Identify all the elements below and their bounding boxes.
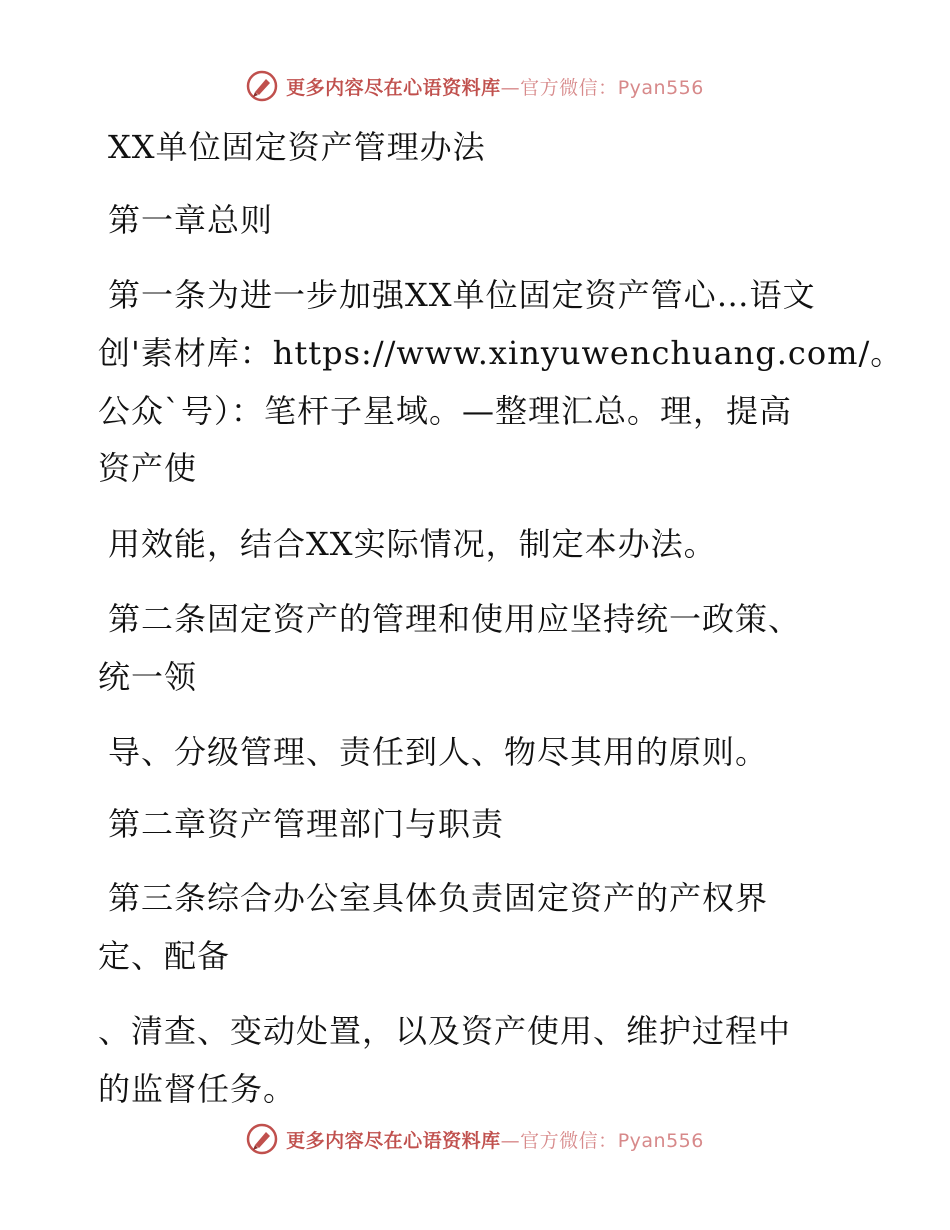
paragraph-line: 第三条综合办公室具体负责固定资产的产权界 <box>108 879 769 917</box>
paragraph-line: 公众`号）：笔杆子星域。—整理汇总。理，提高 <box>98 392 793 430</box>
watermark-banner-top <box>0 70 950 102</box>
pen-logo-icon <box>246 70 278 102</box>
chapter-heading: 第二章资产管理部门与职责 <box>108 805 505 843</box>
paragraph-line: 导、分级管理、责任到人、物尽其用的原则。 <box>108 733 769 771</box>
watermark-banner-bottom <box>0 1123 950 1155</box>
watermark-text: 更多内容尽在心语资料库—官方微信：Pyan556 <box>286 1129 704 1152</box>
watermark-text: 更多内容尽在心语资料库—官方微信：Pyan556 <box>286 76 704 99</box>
paragraph-line: 统一领 <box>98 658 198 696</box>
paragraph-line: 第一条为进一步加强XX单位固定资产管心…语文 <box>108 276 816 314</box>
paragraph-line: 用效能，结合XX实际情况，制定本办法。 <box>108 525 717 563</box>
paragraph-line: 创'素材库：https://www.xinyuwenchuang.com/。 <box>98 334 904 372</box>
paragraph-line: 的监督任务。 <box>98 1070 297 1108</box>
paragraph-line: 第二条固定资产的管理和使用应坚持统一政策、 <box>108 600 802 638</box>
paragraph-line: 资产使 <box>98 449 198 487</box>
paragraph-line: 、清查、变动处置，以及资产使用、维护过程中 <box>98 1012 792 1050</box>
paragraph-line: 定、配备 <box>98 937 231 975</box>
chapter-heading: 第一章总则 <box>108 201 274 239</box>
pen-logo-icon <box>246 1123 278 1155</box>
document-title: XX单位固定资产管理办法 <box>108 128 486 166</box>
